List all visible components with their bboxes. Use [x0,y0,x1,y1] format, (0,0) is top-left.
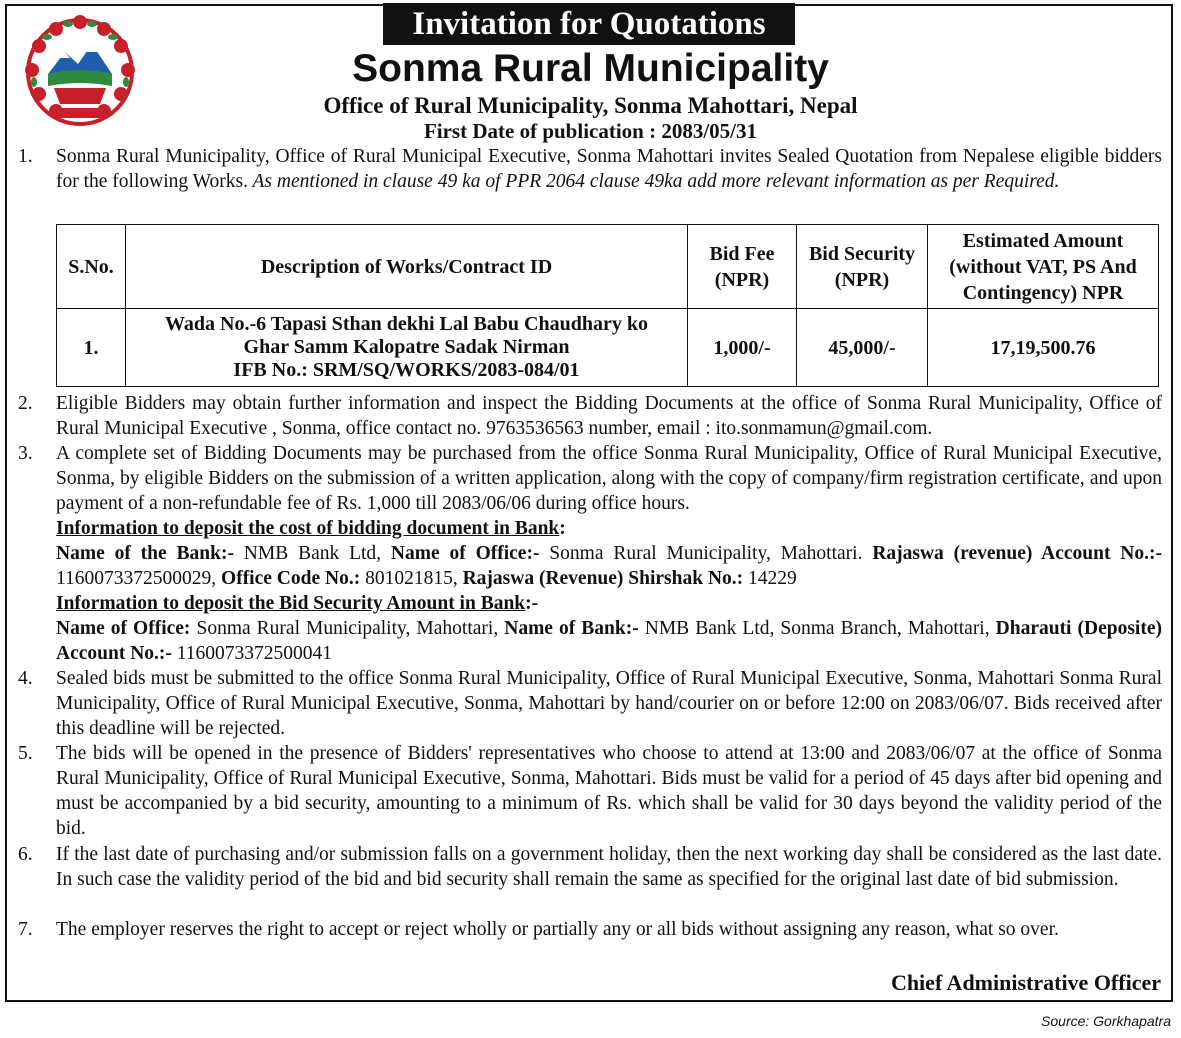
office-code-value: 801021815, [360,568,463,589]
bank-cost-heading-text: Information to deposit the cost of bidding document in Bank [56,518,560,539]
banner-heading: Invitation for Quotations [383,3,795,45]
office-name-value: Sonma Rural Municipality, Mahottari, [190,618,505,639]
bank-name-value: NMB Bank Ltd, [233,543,391,564]
clause-number: 5. [18,743,33,764]
shirshak-value: 14229 [743,568,797,589]
header-bid-security: Bid Security (NPR) [797,225,928,309]
description-line: Wada No.-6 Tapasi Sthan dekhi Lal Babu Chaudhary ko [165,313,648,335]
heading-suffix: : [559,518,566,539]
signatory-title: Chief Administrative Officer [890,970,1161,995]
clause-7 [18,917,1162,942]
header-sno: S.No. [57,225,126,309]
description-line: Ghar Samm Kalopatre Sadak Nirman [243,336,570,358]
office-name-value: Sonma Rural Municipality, Mahottari. [539,543,873,564]
bank-security-heading-text: Information to deposit the Bid Security Amount in Bank [56,593,526,614]
bank-cost-details [56,541,1162,591]
publication-date: First Date of publication : 2083/05/31 [423,119,758,143]
header-bid-fee: Bid Fee (NPR) [688,225,797,309]
office-name-label: Name of Office: [56,618,191,639]
clause-3 [18,441,1162,516]
clause-text [56,144,1162,194]
office-name-label: Name of Office:- [390,543,540,564]
cell-bid-fee: 1,000/- [688,309,797,387]
clause-text: If the last date of purchasing and/or submission falls on a government holiday, then the next working day shall be considered as the last date. In such case the validity period of the bid and bid security shall remain the same as specified for the original last date of bid submission. [56,844,1162,890]
clause-1-text: Sonma Rural Municipality, Office of Rural Municipal Executive, Sonma Mahottari invites Sealed Quotation from Nepalese eligible bidders for the following Works. [56,146,1162,192]
works-table [56,224,1159,387]
clause-5 [18,741,1162,841]
clause-1 [18,144,1162,194]
heading-suffix: :- [525,593,539,614]
clause-number: 4. [18,668,33,689]
bank-cost-block [56,516,1162,591]
bank-cost-heading [56,516,1162,541]
bank-name-label: Name of the Bank:- [56,543,234,564]
clause-4 [18,666,1162,741]
clause-text: The employer reserves the right to accept or reject wholly or partially any or all bids without assigning any reason, what so over. [56,919,1059,940]
clause-number: 3. [18,443,33,464]
bank-security-heading [56,591,1162,616]
bank-name-value: NMB Bank Ltd, Sonma Branch, Mahottari, [638,618,996,639]
deposit-account-value: 1160073372500041 [171,643,333,664]
clause-text: Eligible Bidders may obtain further information and inspect the Bidding Documents at the office of Sonma Rural Municipality, Office of Rural Municipal Executive , Sonma, office contact no. 9763536563 number, email : ito.sonmamun@gmail.com. [56,393,1162,439]
cell-sno: 1. [57,309,126,387]
shirshak-label: Rajaswa (Revenue) Shirshak No.: [462,568,744,589]
clause-2 [18,391,1162,441]
clause-number: 6. [18,844,33,865]
header-description: Description of Works/Contract ID [126,225,688,309]
cell-estimated-amount: 17,19,500.76 [928,309,1159,387]
bank-security-block [56,591,1162,666]
clause-text: A complete set of Bidding Documents may be purchased from the office Sonma Rural Municipality, Office of Rural Municipal Executive, Sonma, by eligible Bidders on the submission of a written application, along with the copy of company/firm registration certificate, and upon payment of a non-refundable fee of Rs. 1,000 till 2083/06/06 during office hours. [56,443,1162,514]
cell-bid-security: 45,000/- [797,309,928,387]
header-estimated-amount: Estimated Amount (without VAT, PS And Contingency) NPR [928,225,1159,309]
revenue-account-value: 1160073372500029, [56,568,222,589]
office-subtitle: Office of Rural Municipality, Sonma Mahottari, Nepal [323,93,858,118]
clause-text: Sealed bids must be submitted to the office Sonma Rural Municipality, Office of Rural Municipal Executive, Sonma, Mahottari Sonma Rural Municipality, Office of Rural Municipal Executive, Sonma, Mahottari by hand/courier on or before 12:00 on 2083/06/07. Bids received after this deadline will be rejected. [56,668,1162,739]
office-code-label: Office Code No.: [221,568,361,589]
clause-number: 2. [18,393,33,414]
source-credit: Source: Gorkhapatra [1041,1013,1171,1029]
table-header-row [57,225,1159,309]
clause-text: The bids will be opened in the presence of Bidders' representatives who choose to attend at 13:00 and 2083/06/07 at the office of Sonma Rural Municipality, Office of Rural Municipal Executive, Sonma, Mahottari. Bids must be valid for a period of 45 days after bid opening and must be accompanied by a bid security, amounting to a minimum of Rs. which shall be valid for 30 days beyond the validity period of the bid. [56,743,1162,839]
clause-6 [18,842,1162,892]
deposit-account-label: Dharauti (Deposite) Account No.:- [56,618,1162,664]
clause-number: 7. [18,919,33,940]
ifb-number: IFB No.: SRM/SQ/WORKS/2083-084/01 [233,359,580,381]
revenue-account-label: Rajaswa (revenue) Account No.:- [872,543,1162,564]
cell-description [126,309,688,387]
table-row [57,309,1159,387]
bank-name-label: Name of Bank:- [504,618,639,639]
page-title: Sonma Rural Municipality [352,47,829,90]
bank-security-details [56,616,1162,666]
clause-1-italic-note: As mentioned in clause 49 ka of PPR 2064 clause 49ka add more relevant information as per Required. [247,171,1060,192]
clause-number: 1. [18,146,33,167]
